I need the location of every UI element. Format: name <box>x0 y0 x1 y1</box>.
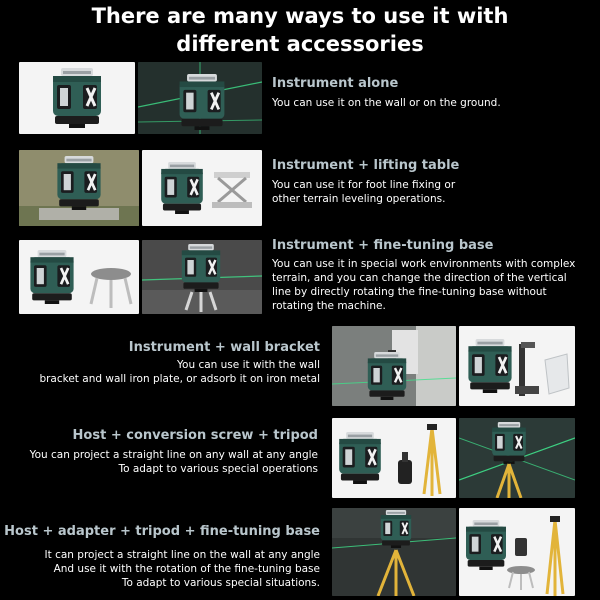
desc-line: rotating the machine. <box>272 300 386 312</box>
desc-line: You can use it in special work environments with complex <box>272 258 576 270</box>
desc-line: And use it with the rotation of the fine-tuning base <box>53 563 320 575</box>
title-line-1: There are many ways to use it with <box>91 4 509 28</box>
section-heading-instrument-alone: Instrument alone <box>272 76 399 91</box>
section-heading-lifting-table: Instrument + lifting table <box>272 158 460 173</box>
wall-bracket-product-photo <box>459 326 575 406</box>
adapter-tripod-product-photo <box>459 508 575 596</box>
section-desc-fine-tuning-base <box>272 257 575 313</box>
fine-tuning-base-wall-photo <box>142 240 262 314</box>
desc-line: You can use it for foot line fixing or <box>272 179 456 191</box>
adapter-tripod-room-photo <box>332 508 456 596</box>
desc-line: To adapt to various special operations <box>118 463 318 475</box>
desc-line: other terrain leveling operations. <box>272 193 446 205</box>
section-heading-adapter-tripod: Host + adapter + tripod + fine-tuning base <box>4 524 320 539</box>
desc-line: You can use it with the wall <box>177 359 320 371</box>
lifting-table-outdoor-photo <box>19 150 139 226</box>
page-title <box>0 2 600 58</box>
desc-line: terrain, and you can change the direction of the vertical <box>272 272 567 284</box>
desc-line: You can project a straight line on any wall at any angle <box>29 449 318 461</box>
wall-bracket-mounted-photo <box>332 326 456 406</box>
section-heading-wall-bracket: Instrument + wall bracket <box>128 340 320 355</box>
section-heading-fine-tuning-base: Instrument + fine-tuning base <box>272 238 494 253</box>
section-heading-conversion-screw: Host + conversion screw + tripod <box>72 428 318 443</box>
section-desc-lifting-table <box>272 178 455 206</box>
instrument-alone-room-photo <box>138 62 262 134</box>
section-desc-conversion-screw <box>30 448 318 476</box>
section-desc-wall-bracket <box>39 358 320 386</box>
conversion-screw-tripod-room-photo <box>459 418 575 498</box>
instrument-alone-photo <box>19 62 135 134</box>
desc-line: It can project a straight line on the wall at any angle <box>44 549 320 561</box>
section-desc-adapter-tripod <box>45 548 320 590</box>
desc-line: line by directly rotating the fine-tuning base without <box>272 286 547 298</box>
desc-line: bracket and wall iron plate, or adsorb it on iron metal <box>39 373 320 385</box>
lifting-table-product-photo <box>142 150 262 226</box>
section-desc-instrument-alone <box>272 96 501 110</box>
desc-line: You can use it on the wall or on the ground. <box>272 97 501 109</box>
conversion-screw-product-photo <box>332 418 456 498</box>
fine-tuning-base-product-photo <box>19 240 139 314</box>
title-line-2: different accessories <box>176 32 424 56</box>
desc-line: To adapt to various special situations. <box>121 577 320 589</box>
